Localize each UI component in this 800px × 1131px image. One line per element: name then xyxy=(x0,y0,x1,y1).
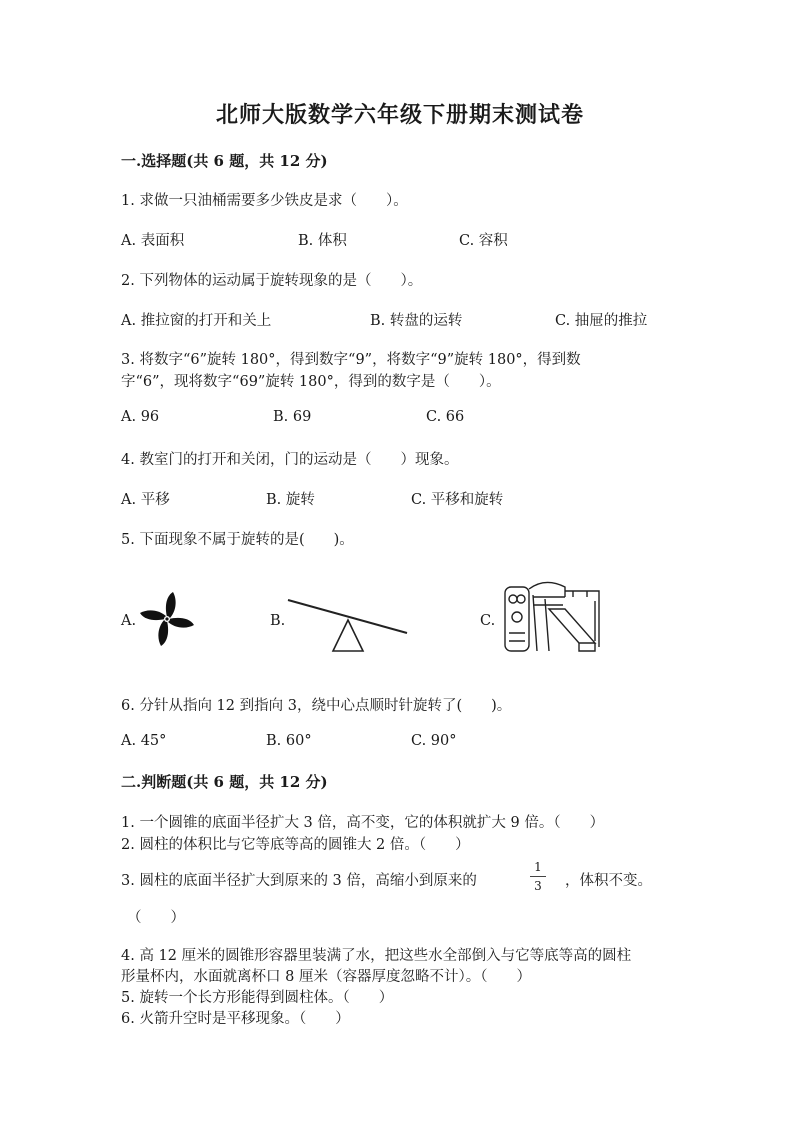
q1-option-a[interactable]: A. 表面积 xyxy=(121,233,185,249)
q3-option-a[interactable]: A. 96 xyxy=(121,409,160,425)
pinwheel-icon xyxy=(138,590,196,648)
page-title: 北师大版数学六年级下册期末测试卷 xyxy=(215,102,584,128)
fraction-numerator: 1 xyxy=(534,860,542,874)
question-5-text: 5. 下面现象不属于旋转的是( )。 xyxy=(121,532,354,548)
q6-option-b[interactable]: B. 60° xyxy=(266,733,312,749)
playground-slide-icon xyxy=(503,577,603,655)
question-3-text-line1: 3. 将数字“6”旋转 180°，得到数字“9”，将数字“9”旋转 180°，得到数 xyxy=(121,352,581,368)
fraction-denominator: 3 xyxy=(534,879,542,893)
judgement-6-text: 6. 火箭升空时是平移现象。（ ） xyxy=(121,1011,350,1027)
q2-option-b[interactable]: B. 转盘的运转 xyxy=(370,313,463,329)
judgement-3-text: 3. 圆柱的底面半径扩大到原来的 3 倍，高缩小到原来的 xyxy=(121,873,477,889)
question-2-text: 2. 下列物体的运动属于旋转现象的是（ ）。 xyxy=(121,273,423,289)
question-6-text: 6. 分针从指向 12 到指向 3，绕中心点顺时针旋转了( )。 xyxy=(121,698,512,714)
q5-option-a[interactable]: A. xyxy=(121,613,137,629)
q4-option-b[interactable]: B. 旋转 xyxy=(266,492,315,508)
judgement-3-answer-blank[interactable]: （ ） xyxy=(127,910,185,926)
q1-option-c[interactable]: C. 容积 xyxy=(459,233,508,249)
q2-option-c[interactable]: C. 抽屉的推拉 xyxy=(555,313,648,329)
question-3-text-line2: 字“6”，现将数字“69”旋转 180°，得到的数字是（ ）。 xyxy=(121,374,501,390)
section-heading-choice: 一.选择题(共 6 题，共 12 分) xyxy=(121,152,328,170)
q5-option-b[interactable]: B. xyxy=(270,613,286,629)
q6-option-c[interactable]: C. 90° xyxy=(411,733,457,749)
q4-option-a[interactable]: A. 平移 xyxy=(121,492,170,508)
judgement-3-text-after: ，体积不变。 xyxy=(565,873,652,889)
section-heading-judgement: 二.判断题(共 6 题，共 12 分) xyxy=(121,773,328,791)
q2-option-a[interactable]: A. 推拉窗的打开和关上 xyxy=(121,313,272,329)
fraction-one-third xyxy=(530,860,546,893)
q4-option-c[interactable]: C. 平移和旋转 xyxy=(411,492,504,508)
q3-option-c[interactable]: C. 66 xyxy=(426,409,465,425)
judgement-4-text-line1: 4. 高 12 厘米的圆锥形容器里装满了水，把这些水全部倒入与它等底等高的圆柱 xyxy=(121,948,632,964)
q3-option-b[interactable]: B. 69 xyxy=(273,409,312,425)
seesaw-icon xyxy=(285,596,411,654)
judgement-2-text: 2. 圆柱的体积比与它等底等高的圆锥大 2 倍。（ ） xyxy=(121,837,470,853)
q5-option-c[interactable]: C. xyxy=(480,613,496,629)
q1-option-b[interactable]: B. 体积 xyxy=(298,233,347,249)
q6-option-a[interactable]: A. 45° xyxy=(121,733,167,749)
judgement-5-text: 5. 旋转一个长方形能得到圆柱体。（ ） xyxy=(121,990,394,1006)
judgement-1-text: 1. 一个圆锥的底面半径扩大 3 倍，高不变，它的体积就扩大 9 倍。（ ） xyxy=(121,815,605,831)
fraction-bar xyxy=(530,876,546,877)
judgement-4-text-line2: 形量杯内，水面就离杯口 8 厘米（容器厚度忽略不计）。（ ） xyxy=(121,969,531,985)
question-1-text: 1. 求做一只油桶需要多少铁皮是求（ ）。 xyxy=(121,193,408,209)
question-4-text: 4. 教室门的打开和关闭，门的运动是（ ）现象。 xyxy=(121,452,459,468)
